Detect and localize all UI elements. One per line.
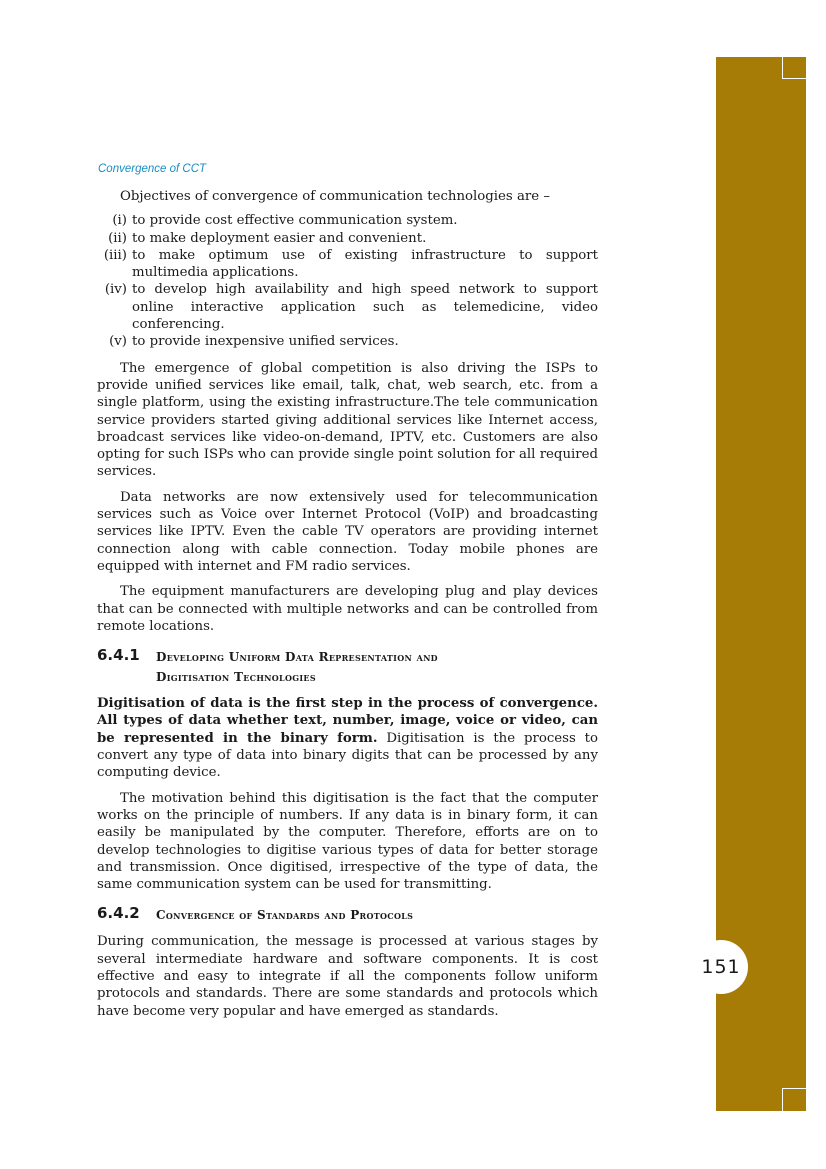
paragraph-digitisation-lead	[97, 695, 598, 781]
list-marker: (iv)	[104, 282, 127, 298]
list-item	[97, 230, 598, 247]
section-title-line: Developing Uniform Data Representation and	[156, 650, 438, 665]
section-number: 6.4.2	[97, 904, 140, 923]
objectives-list	[97, 212, 598, 350]
paragraph-isp-competition: The emergence of global competition is also driving the ISPs to provide unified services like email, talk, chat, web search, etc. from a single platform, using the existing infrastructure.The tele communication service providers started giving additional services like Internet access, broadcast services like video-on-demand, IPTV, etc. Customers are also opting for such ISPs who can provide single point solution for all required services.	[97, 360, 598, 480]
list-item-text: to make deployment easier and convenient.	[132, 230, 427, 246]
list-item	[97, 247, 598, 282]
list-item-text: to provide cost effective communication system.	[132, 213, 458, 229]
section-title-line: Digitisation Technologies	[156, 670, 316, 685]
list-item-text: to make optimum use of existing infrastructure to support multimedia applications.	[132, 247, 598, 281]
list-item-text: to provide inexpensive unified services.	[132, 334, 399, 350]
list-item	[97, 281, 598, 333]
paragraph-standards: During communication, the message is processed at various stages by several intermediate hardware and software components. It is cost effective and easy to integrate if all the components follow uniform protocols and standards. There are some standards and protocols which have become very popular and have emerged as standards.	[97, 934, 598, 1019]
crop-mark-bottom	[782, 1088, 806, 1111]
paragraph-digitisation-motivation: The motivation behind this digitisation is the fact that the computer works on the principle of numbers. If any data is in binary form, it can easily be manipulated by the computer. Therefore, efforts are on to develop technologies to digitise various types of data for better storage and transmission. Once digitised, irrespective of the type of data, the same communication system can be used for transmitting.	[97, 790, 598, 893]
paragraph-text: Digitisation is the process to convert any type of data into binary digits that can be processed by any computing device.	[97, 730, 598, 781]
list-marker: (i)	[112, 213, 127, 229]
section-title	[156, 647, 598, 687]
paragraph-data-networks: Data networks are now extensively used for telecommunication services such as Voice over Internet Protocol (VoIP) and broadcasting services like IPTV. Even the cable TV operators are providing internet connection along with cable connection. Today mobile phones are equipped with internet and FM radio services.	[97, 489, 598, 574]
section-heading-6-4-2	[97, 905, 598, 925]
section-heading-6-4-1	[97, 647, 598, 687]
page-body	[97, 188, 598, 1028]
paragraph-equipment: The equipment manufacturers are developing plug and play devices that can be connected with multiple networks and can be controlled from remote locations.	[97, 584, 598, 634]
list-item-text: to develop high availability and high speed network to support online interactive application such as telemedicine, video conferencing.	[132, 282, 598, 333]
list-marker: (v)	[109, 334, 127, 350]
list-marker: (ii)	[108, 230, 127, 246]
emphasis-text: Digitisation of data is the first step in the process of convergence. All types of data whether text, number, image, voice or video, can be represented in the binary form.	[97, 696, 598, 746]
section-title: Convergence of Standards and Protocols	[156, 908, 414, 923]
list-item	[97, 212, 598, 229]
list-marker: (iii)	[103, 247, 127, 263]
page-number: 151	[694, 940, 748, 994]
objectives-intro: Objectives of convergence of communication technologies are –	[120, 189, 551, 204]
section-number: 6.4.1	[97, 646, 140, 665]
list-item	[97, 333, 598, 350]
running-head: Convergence of CCT	[98, 163, 207, 175]
crop-mark-top	[782, 57, 806, 79]
